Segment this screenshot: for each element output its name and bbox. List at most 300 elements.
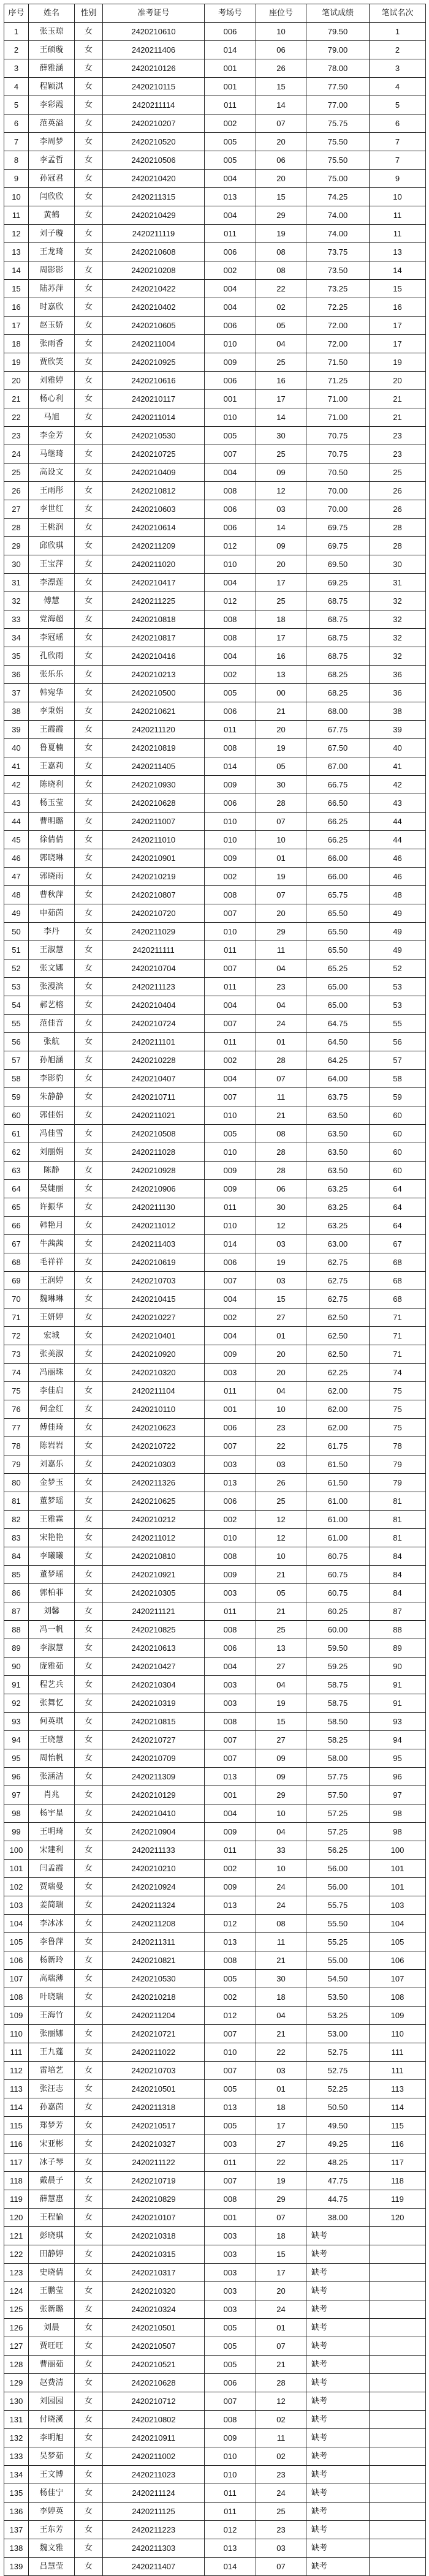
cell-exam-id: 2420210228 xyxy=(103,1051,205,1070)
cell-score: 58.75 xyxy=(306,1694,370,1713)
cell-name: 闫欣欣 xyxy=(29,188,75,206)
cell-rank: 46 xyxy=(370,849,426,868)
cell-index: 109 xyxy=(4,2007,29,2025)
cell-rank: 16 xyxy=(370,298,426,317)
cell-room: 005 xyxy=(205,427,256,445)
cell-gender: 女 xyxy=(75,1731,103,1749)
cell-name: 杨玉莹 xyxy=(29,794,75,813)
cell-seat: 01 xyxy=(256,1327,306,1345)
cell-name: 张新璐 xyxy=(29,2300,75,2319)
cell-exam-id: 2420210925 xyxy=(103,353,205,372)
cell-index: 116 xyxy=(4,2135,29,2154)
cell-name: 刘雅婷 xyxy=(29,372,75,390)
cell-index: 40 xyxy=(4,739,29,757)
cell-room: 003 xyxy=(205,2300,256,2319)
table-row xyxy=(4,2374,426,2392)
cell-gender: 女 xyxy=(75,1106,103,1125)
table-row xyxy=(4,2558,426,2576)
cell-rank: 110 xyxy=(370,2025,426,2043)
cell-exam-id: 2420210315 xyxy=(103,2245,205,2264)
cell-seat: 21 xyxy=(256,1602,306,1621)
cell-gender: 女 xyxy=(75,2172,103,2190)
cell-score: 68.25 xyxy=(306,666,370,684)
table-row xyxy=(4,2117,426,2135)
cell-room: 003 xyxy=(205,1676,256,1694)
cell-exam-id: 2420210719 xyxy=(103,2172,205,2190)
cell-score: 缺考 xyxy=(306,2356,370,2374)
cell-rank: 21 xyxy=(370,408,426,427)
cell-score: 62.50 xyxy=(306,1327,370,1345)
cell-score: 57.25 xyxy=(306,1804,370,1823)
cell-seat: 27 xyxy=(256,2135,306,2154)
cell-name: 薛慧惠 xyxy=(29,2190,75,2209)
cell-rank: 107 xyxy=(370,1970,426,1988)
cell-room: 006 xyxy=(205,2374,256,2392)
cell-score: 55.75 xyxy=(306,1896,370,1915)
table-row xyxy=(4,115,426,133)
cell-room: 006 xyxy=(205,372,256,390)
cell-name: 魏琳琳 xyxy=(29,1290,75,1309)
cell-room: 001 xyxy=(205,2209,256,2227)
cell-name: 孙冠君 xyxy=(29,170,75,188)
header-exam-id: 准考证号 xyxy=(103,4,205,23)
cell-seat: 01 xyxy=(256,2080,306,2098)
cell-index: 28 xyxy=(4,519,29,537)
cell-name: 雷培艺 xyxy=(29,2062,75,2080)
cell-gender: 女 xyxy=(75,151,103,170)
cell-name: 王程愉 xyxy=(29,2209,75,2227)
cell-index: 132 xyxy=(4,2429,29,2447)
header-index: 序号 xyxy=(4,4,29,23)
table-row xyxy=(4,1878,426,1896)
cell-gender: 女 xyxy=(75,1529,103,1547)
cell-seat: 21 xyxy=(256,1106,306,1125)
cell-exam-id: 2420211123 xyxy=(103,978,205,996)
cell-gender: 女 xyxy=(75,923,103,941)
cell-name: 王海竹 xyxy=(29,2007,75,2025)
cell-room: 001 xyxy=(205,59,256,78)
cell-gender: 女 xyxy=(75,372,103,390)
cell-gender: 女 xyxy=(75,1970,103,1988)
cell-index: 46 xyxy=(4,849,29,868)
cell-score: 66.50 xyxy=(306,794,370,813)
table-row xyxy=(4,996,426,1015)
cell-rank: 28 xyxy=(370,537,426,555)
cell-name: 傅佳琦 xyxy=(29,1419,75,1437)
cell-room: 007 xyxy=(205,1731,256,1749)
cell-room: 002 xyxy=(205,1511,256,1529)
cell-score: 61.50 xyxy=(306,1455,370,1474)
cell-rank xyxy=(370,2411,426,2429)
cell-exam-id: 2420210720 xyxy=(103,904,205,923)
cell-gender: 女 xyxy=(75,647,103,666)
cell-index: 17 xyxy=(4,317,29,335)
cell-room: 011 xyxy=(205,1382,256,1400)
cell-name: 党海超 xyxy=(29,610,75,629)
cell-index: 82 xyxy=(4,1511,29,1529)
cell-exam-id: 2420210320 xyxy=(103,1364,205,1382)
table-row xyxy=(4,225,426,243)
cell-exam-id: 2420210605 xyxy=(103,317,205,335)
cell-exam-id: 2420210712 xyxy=(103,2392,205,2411)
cell-rank: 20 xyxy=(370,372,426,390)
cell-exam-id: 2420211120 xyxy=(103,721,205,739)
cell-gender: 女 xyxy=(75,1253,103,1272)
cell-score: 61.00 xyxy=(306,1511,370,1529)
table-row xyxy=(4,2227,426,2245)
cell-index: 57 xyxy=(4,1051,29,1070)
cell-exam-id: 2420210521 xyxy=(103,2356,205,2374)
cell-seat: 03 xyxy=(256,1272,306,1290)
cell-seat: 04 xyxy=(256,1382,306,1400)
cell-score: 61.00 xyxy=(306,1492,370,1511)
cell-index: 83 xyxy=(4,1529,29,1547)
table-row xyxy=(4,464,426,482)
cell-index: 103 xyxy=(4,1896,29,1915)
cell-exam-id: 2420211124 xyxy=(103,2484,205,2503)
cell-gender: 女 xyxy=(75,1676,103,1694)
cell-seat: 12 xyxy=(256,1217,306,1235)
cell-score: 54.50 xyxy=(306,1970,370,1988)
table-row xyxy=(4,2209,426,2227)
cell-gender: 女 xyxy=(75,1621,103,1639)
cell-gender: 女 xyxy=(75,2300,103,2319)
cell-name: 刘馨 xyxy=(29,1602,75,1621)
cell-index: 100 xyxy=(4,1841,29,1860)
cell-index: 87 xyxy=(4,1602,29,1621)
cell-rank: 59 xyxy=(370,1088,426,1106)
cell-index: 13 xyxy=(4,243,29,261)
cell-seat: 08 xyxy=(256,1125,306,1143)
cell-rank: 46 xyxy=(370,868,426,886)
cell-gender: 女 xyxy=(75,519,103,537)
cell-rank: 23 xyxy=(370,427,426,445)
cell-gender: 女 xyxy=(75,1125,103,1143)
table-row xyxy=(4,1860,426,1878)
cell-gender: 女 xyxy=(75,23,103,41)
cell-index: 106 xyxy=(4,1951,29,1970)
table-row xyxy=(4,1400,426,1419)
cell-exam-id: 2420211028 xyxy=(103,1143,205,1162)
cell-name: 杨心利 xyxy=(29,390,75,408)
cell-room: 003 xyxy=(205,2282,256,2300)
cell-index: 107 xyxy=(4,1970,29,1988)
cell-index: 36 xyxy=(4,666,29,684)
cell-seat: 10 xyxy=(256,1400,306,1419)
cell-room: 003 xyxy=(205,2227,256,2245)
cell-seat: 04 xyxy=(256,959,306,978)
cell-seat: 26 xyxy=(256,1474,306,1492)
cell-exam-id: 2420210210 xyxy=(103,1860,205,1878)
cell-score: 63.50 xyxy=(306,1106,370,1125)
cell-exam-id: 2420211311 xyxy=(103,1933,205,1951)
cell-seat: 23 xyxy=(256,2466,306,2484)
cell-exam-id: 2420210623 xyxy=(103,1419,205,1437)
table-row xyxy=(4,1786,426,1804)
cell-rank xyxy=(370,2356,426,2374)
table-row xyxy=(4,445,426,464)
cell-exam-id: 2420210429 xyxy=(103,206,205,225)
cell-index: 139 xyxy=(4,2558,29,2576)
cell-seat: 07 xyxy=(256,886,306,904)
cell-exam-id: 2420210227 xyxy=(103,1309,205,1327)
table-row xyxy=(4,1933,426,1951)
cell-name: 赵玉娇 xyxy=(29,317,75,335)
table-row xyxy=(4,2447,426,2466)
cell-seat: 10 xyxy=(256,1860,306,1878)
cell-room: 006 xyxy=(205,1492,256,1511)
cell-gender: 女 xyxy=(75,390,103,408)
cell-gender: 女 xyxy=(75,280,103,298)
cell-exam-id: 2420210621 xyxy=(103,702,205,721)
cell-exam-id: 2420210821 xyxy=(103,1951,205,1970)
cell-score: 69.50 xyxy=(306,555,370,574)
cell-gender: 女 xyxy=(75,666,103,684)
table-row xyxy=(4,2337,426,2356)
cell-score: 55.50 xyxy=(306,1915,370,1933)
cell-exam-id: 2420210819 xyxy=(103,739,205,757)
cell-name: 李丹 xyxy=(29,923,75,941)
cell-seat: 30 xyxy=(256,427,306,445)
cell-score: 71.00 xyxy=(306,408,370,427)
cell-seat: 29 xyxy=(256,206,306,225)
cell-room: 010 xyxy=(205,1529,256,1547)
cell-index: 115 xyxy=(4,2117,29,2135)
cell-index: 97 xyxy=(4,1786,29,1804)
cell-exam-id: 2420211012 xyxy=(103,1529,205,1547)
cell-name: 李世红 xyxy=(29,500,75,519)
cell-index: 135 xyxy=(4,2484,29,2503)
cell-exam-id: 2420210407 xyxy=(103,1070,205,1088)
cell-score: 60.75 xyxy=(306,1547,370,1566)
cell-rank: 90 xyxy=(370,1658,426,1676)
cell-score: 63.00 xyxy=(306,1235,370,1253)
cell-score: 73.25 xyxy=(306,280,370,298)
cell-room: 009 xyxy=(205,1180,256,1198)
table-row xyxy=(4,243,426,261)
cell-room: 010 xyxy=(205,2466,256,2484)
table-row xyxy=(4,1217,426,1235)
cell-index: 43 xyxy=(4,794,29,813)
cell-gender: 女 xyxy=(75,776,103,794)
cell-exam-id: 2420210318 xyxy=(103,2227,205,2245)
cell-index: 14 xyxy=(4,261,29,280)
cell-exam-id: 2420210507 xyxy=(103,2337,205,2356)
cell-room: 009 xyxy=(205,849,256,868)
cell-room: 008 xyxy=(205,1713,256,1731)
cell-rank: 74 xyxy=(370,1364,426,1382)
cell-exam-id: 2420210218 xyxy=(103,1988,205,2007)
cell-room: 007 xyxy=(205,1437,256,1455)
cell-room: 006 xyxy=(205,23,256,41)
cell-name: 陈岩岩 xyxy=(29,1437,75,1455)
cell-score: 67.75 xyxy=(306,721,370,739)
cell-index: 20 xyxy=(4,372,29,390)
cell-name: 王明琦 xyxy=(29,1823,75,1841)
cell-room: 001 xyxy=(205,1400,256,1419)
cell-seat: 00 xyxy=(256,684,306,702)
cell-score: 缺考 xyxy=(306,2521,370,2539)
cell-score: 44.75 xyxy=(306,2190,370,2209)
cell-gender: 女 xyxy=(75,1951,103,1970)
cell-seat: 20 xyxy=(256,1345,306,1364)
table-row xyxy=(4,41,426,59)
table-row xyxy=(4,1474,426,1492)
cell-index: 99 xyxy=(4,1823,29,1841)
cell-index: 76 xyxy=(4,1400,29,1419)
cell-exam-id: 2420211318 xyxy=(103,2098,205,2117)
cell-name: 庞雅茹 xyxy=(29,1658,75,1676)
cell-exam-id: 2420210304 xyxy=(103,1676,205,1694)
cell-score: 64.25 xyxy=(306,1051,370,1070)
table-row xyxy=(4,151,426,170)
cell-rank: 60 xyxy=(370,1143,426,1162)
cell-seat: 06 xyxy=(256,1180,306,1198)
cell-rank: 84 xyxy=(370,1566,426,1584)
cell-seat: 04 xyxy=(256,1823,306,1841)
cell-score: 缺考 xyxy=(306,2300,370,2319)
cell-rank: 17 xyxy=(370,335,426,353)
cell-name: 王东芳 xyxy=(29,2521,75,2539)
cell-index: 23 xyxy=(4,427,29,445)
cell-gender: 女 xyxy=(75,2264,103,2282)
table-row xyxy=(4,2080,426,2098)
table-row xyxy=(4,1309,426,1327)
cell-rank: 98 xyxy=(370,1804,426,1823)
table-row xyxy=(4,133,426,151)
cell-index: 67 xyxy=(4,1235,29,1253)
header-seat: 座位号 xyxy=(256,4,306,23)
cell-score: 62.50 xyxy=(306,1345,370,1364)
cell-rank: 71 xyxy=(370,1327,426,1345)
cell-rank xyxy=(370,2521,426,2539)
cell-room: 010 xyxy=(205,2447,256,2466)
cell-seat: 28 xyxy=(256,794,306,813)
cell-name: 何英琪 xyxy=(29,1713,75,1731)
cell-index: 108 xyxy=(4,1988,29,2007)
cell-index: 21 xyxy=(4,390,29,408)
cell-name: 王鹏莹 xyxy=(29,2282,75,2300)
cell-index: 77 xyxy=(4,1419,29,1437)
cell-gender: 女 xyxy=(75,1988,103,2007)
cell-index: 93 xyxy=(4,1713,29,1731)
cell-exam-id: 2420210530 xyxy=(103,1970,205,1988)
cell-exam-id: 2420210219 xyxy=(103,868,205,886)
cell-index: 66 xyxy=(4,1217,29,1235)
cell-name: 孙旭涵 xyxy=(29,1051,75,1070)
cell-gender: 女 xyxy=(75,2282,103,2300)
cell-name: 贾瑞曼 xyxy=(29,1878,75,1896)
cell-score: 53.50 xyxy=(306,1988,370,2007)
cell-gender: 女 xyxy=(75,335,103,353)
cell-exam-id: 2420211223 xyxy=(103,2521,205,2539)
cell-index: 80 xyxy=(4,1474,29,1492)
cell-score: 55.25 xyxy=(306,1933,370,1951)
cell-room: 008 xyxy=(205,629,256,647)
cell-exam-id: 2420210628 xyxy=(103,2374,205,2392)
cell-score: 52.75 xyxy=(306,2043,370,2062)
cell-room: 002 xyxy=(205,1051,256,1070)
cell-room: 007 xyxy=(205,1088,256,1106)
cell-index: 98 xyxy=(4,1804,29,1823)
table-row xyxy=(4,739,426,757)
table-row xyxy=(4,1125,426,1143)
cell-seat: 02 xyxy=(256,2411,306,2429)
cell-room: 008 xyxy=(205,739,256,757)
cell-score: 79.00 xyxy=(306,41,370,59)
cell-score: 71.00 xyxy=(306,390,370,408)
cell-exam-id: 2420210829 xyxy=(103,2190,205,2209)
cell-name: 马继琦 xyxy=(29,445,75,464)
cell-exam-id: 2420211303 xyxy=(103,2539,205,2558)
cell-room: 005 xyxy=(205,2080,256,2098)
cell-exam-id: 2420210320 xyxy=(103,2282,205,2300)
cell-score: 缺考 xyxy=(306,2245,370,2264)
cell-exam-id: 2420210725 xyxy=(103,445,205,464)
cell-index: 71 xyxy=(4,1309,29,1327)
cell-name: 王润婷 xyxy=(29,1272,75,1290)
cell-exam-id: 2420210126 xyxy=(103,59,205,78)
cell-gender: 女 xyxy=(75,959,103,978)
table-row xyxy=(4,1694,426,1713)
cell-gender: 女 xyxy=(75,1015,103,1033)
table-row xyxy=(4,757,426,776)
cell-name: 王晓慧 xyxy=(29,1731,75,1749)
cell-room: 002 xyxy=(205,666,256,684)
cell-rank: 113 xyxy=(370,2080,426,2098)
table-row xyxy=(4,959,426,978)
cell-rank: 38 xyxy=(370,702,426,721)
cell-exam-id: 2420211209 xyxy=(103,537,205,555)
cell-room: 011 xyxy=(205,1602,256,1621)
cell-seat: 25 xyxy=(256,1621,306,1639)
cell-seat: 16 xyxy=(256,372,306,390)
cell-score: 69.75 xyxy=(306,519,370,537)
cell-rank: 39 xyxy=(370,721,426,739)
table-row xyxy=(4,1143,426,1162)
cell-score: 62.50 xyxy=(306,1309,370,1327)
table-row xyxy=(4,519,426,537)
cell-rank: 30 xyxy=(370,555,426,574)
cell-gender: 女 xyxy=(75,813,103,831)
cell-rank xyxy=(370,2374,426,2392)
table-row xyxy=(4,2190,426,2209)
cell-gender: 女 xyxy=(75,1290,103,1309)
cell-exam-id: 2420210616 xyxy=(103,372,205,390)
cell-room: 014 xyxy=(205,2558,256,2576)
cell-exam-id: 2420211014 xyxy=(103,408,205,427)
cell-room: 004 xyxy=(205,1804,256,1823)
cell-rank xyxy=(370,2558,426,2576)
cell-name: 董梦瑶 xyxy=(29,1566,75,1584)
cell-gender: 女 xyxy=(75,739,103,757)
cell-exam-id: 2420211010 xyxy=(103,831,205,849)
table-row xyxy=(4,629,426,647)
cell-exam-id: 2420210802 xyxy=(103,2411,205,2429)
cell-rank: 60 xyxy=(370,1125,426,1143)
cell-index: 117 xyxy=(4,2154,29,2172)
cell-seat: 10 xyxy=(256,23,306,41)
cell-seat: 09 xyxy=(256,1749,306,1768)
cell-score: 73.75 xyxy=(306,243,370,261)
cell-seat: 11 xyxy=(256,1088,306,1106)
cell-index: 96 xyxy=(4,1768,29,1786)
cell-exam-id: 2420210703 xyxy=(103,2062,205,2080)
cell-score: 缺考 xyxy=(306,2484,370,2503)
cell-room: 009 xyxy=(205,2429,256,2447)
cell-score: 62.00 xyxy=(306,1400,370,1419)
score-sheet xyxy=(4,4,425,2576)
